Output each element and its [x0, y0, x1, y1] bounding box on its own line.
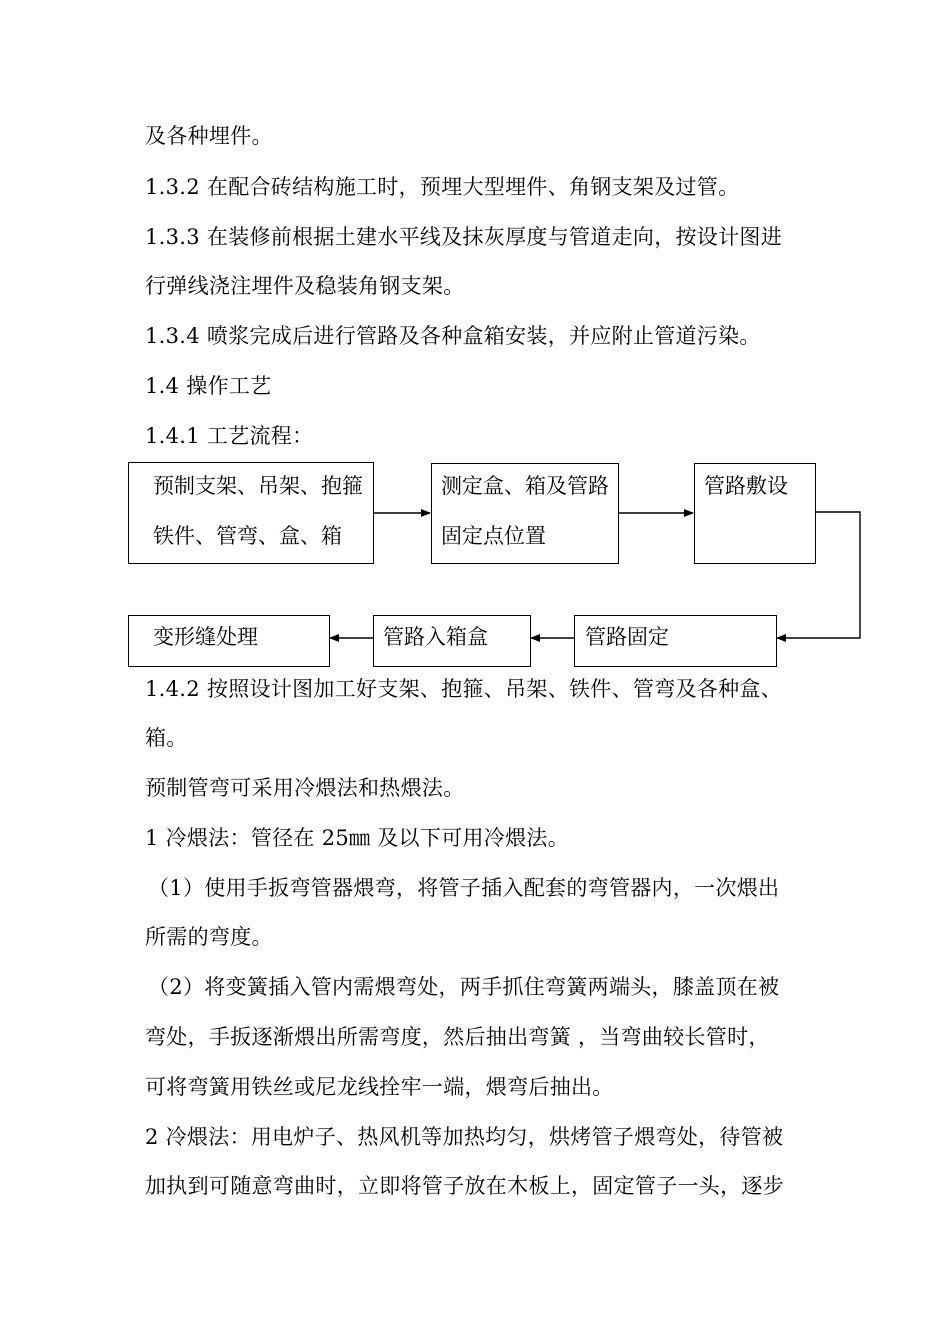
text-line: 箱。 [145, 726, 188, 750]
flow-step-laying [694, 463, 816, 564]
flow-step-label: 管路入箱盒 [383, 625, 488, 649]
text-line: 1.3.2 在配合砖结构施工时，预埋大型埋件、角钢支架及过管。 [145, 175, 740, 199]
section-heading: 1.4 操作工艺 [145, 374, 272, 398]
subsection-heading: 1.4.1 工艺流程： [145, 424, 314, 448]
text-line: 1.4.2 按照设计图加工好支架、抱箍、吊架、铁件、管弯及各种盒、 [145, 677, 783, 701]
flow-step-prefabricate [128, 462, 374, 564]
flow-step-label: 固定点位置 [441, 524, 546, 548]
flow-step-label: 管路敷设 [704, 474, 788, 498]
flow-step-label: 预制支架、吊架、抱箍 [153, 474, 363, 498]
text-line: 弯处，手扳逐渐煨出所需弯度，然后抽出弯簧 ，当弯曲较长管时， [145, 1025, 770, 1049]
text-line: 2 冷煨法：用电炉子、热风机等加热均匀，烘烤管子煨弯处，待管被 [145, 1125, 784, 1149]
text-line: （2）将变簧插入管内需煨弯处，两手抓住弯簧两端头，膝盖顶在被 [148, 975, 780, 999]
text-line: 1.3.3 在装修前根据土建水平线及抹灰厚度与管道走向，按设计图进 [145, 225, 783, 249]
flow-step-into-box [373, 615, 531, 667]
text-line: 所需的弯度。 [145, 925, 273, 949]
flow-step-measure [431, 463, 619, 564]
text-line: 可将弯簧用铁丝或尼龙线拴牢一端，煨弯后抽出。 [145, 1075, 614, 1099]
flow-step-fixing [574, 615, 777, 667]
text-line: 1 冷煨法：管径在 25㎜ 及以下可用冷煨法。 [145, 826, 570, 850]
flow-step-label: 铁件、管弯、盒、箱 [153, 524, 342, 548]
text-line: 行弹线浇注埋件及稳装角钢支架。 [145, 274, 465, 298]
flow-step-expansion-joint [128, 615, 330, 667]
text-line: （1）使用手扳弯管器煨弯，将管子插入配套的弯管器内，一次煨出 [148, 876, 780, 900]
flow-step-label: 管路固定 [585, 625, 669, 649]
text-line: 加执到可随意弯曲时，立即将管子放在木板上，固定管子一头，逐步 [145, 1174, 784, 1198]
text-line: 预制管弯可采用冷煨法和热煨法。 [145, 776, 465, 800]
flow-step-label: 变形缝处理 [153, 625, 258, 649]
flow-step-label: 测定盒、箱及管路 [441, 474, 609, 498]
text-line: 1.3.4 喷浆完成后进行管路及各种盒箱安装，并应附止管道污染。 [145, 324, 761, 348]
text-line: 及各种埋件。 [145, 124, 273, 148]
